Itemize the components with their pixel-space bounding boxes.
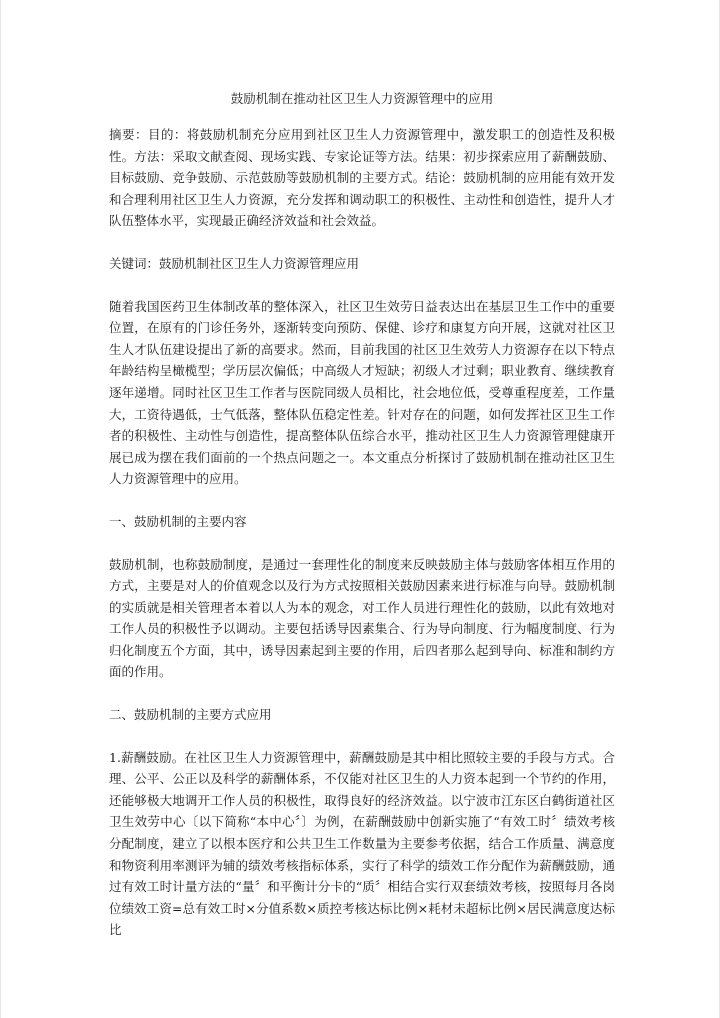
abstract-paragraph: 摘要：目的：将鼓励机制充分应用到社区卫生人力资源管理中，激发职工的创造性及积极性。方法：采取文献查阅、现场实践、专家论证等方法。结果：初步探索应用了薪酬鼓励、目标鼓励、竞争鼓励、示范鼓励等鼓励机制的主要方式。结论：鼓励机制的应用能有效开发和合理利用社区卫生人力资源，充分发挥和调动职工的积极性、主动性和创造性，提升人才队伍整体水平，实现最正确经济效益和社会效益。	[109, 127, 615, 229]
section-1-paragraph: 鼓励机制，也称鼓励制度，是通过一套理性化的制度来反映鼓励主体与鼓励客体相互作用的方式，主要是对人的价值观念以及行为方式按照相关鼓励因素来进行标准与向导。鼓励机制的实质就是相关管理者本着以人为本的观念，对工作人员进行理性化的鼓励，以此有效地对工作人员的积极性予以调动。主要包括诱导因素集合、行为导向制度、行为幅度制度、行为归化制度五个方面，其中，诱导因素起到主要的作用，后四者那么起到导向、标准和制约方面的作用。	[109, 556, 615, 680]
section-heading-2: 二、鼓励机制的主要方式应用	[109, 707, 272, 723]
section-2-paragraph: 1.薪酬鼓励。在社区卫生人力资源管理中，薪酬鼓励是其中相比照较主要的手段与方式。合理、公平、公正以及科学的薪酬体系，不仅能对社区卫生的人力资本起到一个节约的作用，还能够极大地调开工作人员的积极性，取得良好的经济效益。以宁波市江东区白鹤街道社区卫生效劳中心〔以下简称“本中心〞〕为例，在薪酬鼓励中创新实施了“有效工时〞绩效考核分配制度，建立了以根本医疗和公共卫生工作数量为主要参考依据，结合工作质量、满意度和物资利用率测评为辅的绩效考核指标体系，实行了科学的绩效工作分配作为薪酬鼓励，通过有效工时计量方法的“量〞和平衡计分卡的“质〞相结合实行双套绩效考核，按照每月各岗位绩效工资=总有效工时×分值系数×质控考核达标比例×耗材未超标比例×居民满意度达标比	[109, 749, 615, 938]
document-title: 鼓励机制在推动社区卫生人力资源管理中的应用	[230, 91, 494, 106]
document-body	[109, 88, 615, 941]
section-heading-1: 一、鼓励机制的主要内容	[109, 513, 247, 529]
intro-paragraph: 随着我国医药卫生体制改革的整体深入，社区卫生效劳日益表达出在基层卫生工作中的重要位置，在原有的门诊任务外，逐渐转变向预防、保健、诊疗和康复方向开展，这就对社区卫生人才队伍建设提出了新的高要求。然而，目前我国的社区卫生效劳人力资源存在以下特点年龄结构呈橄榄型；学历层次偏低；中高级人才短缺；初级人才过剩；职业教育、继续教育逐年递增。同时社区卫生工作者与医院同级人员相比，社会地位低，受尊重程度差，工作量大，工资待遇低，士气低落，整体队伍稳定性差。针对存在的问题，如何发挥社区卫生工作者的积极性、主动性与创造性，提高整体队伍综合水平，推动社区卫生人力资源管理健康开展已成为摆在我们面前的一个热点问题之一。本文重点分析探讨了鼓励机制在推动社区卫生人力资源管理中的应用。	[109, 298, 615, 487]
keywords-line: 关键词：鼓励机制社区卫生人力资源管理应用	[109, 255, 360, 271]
